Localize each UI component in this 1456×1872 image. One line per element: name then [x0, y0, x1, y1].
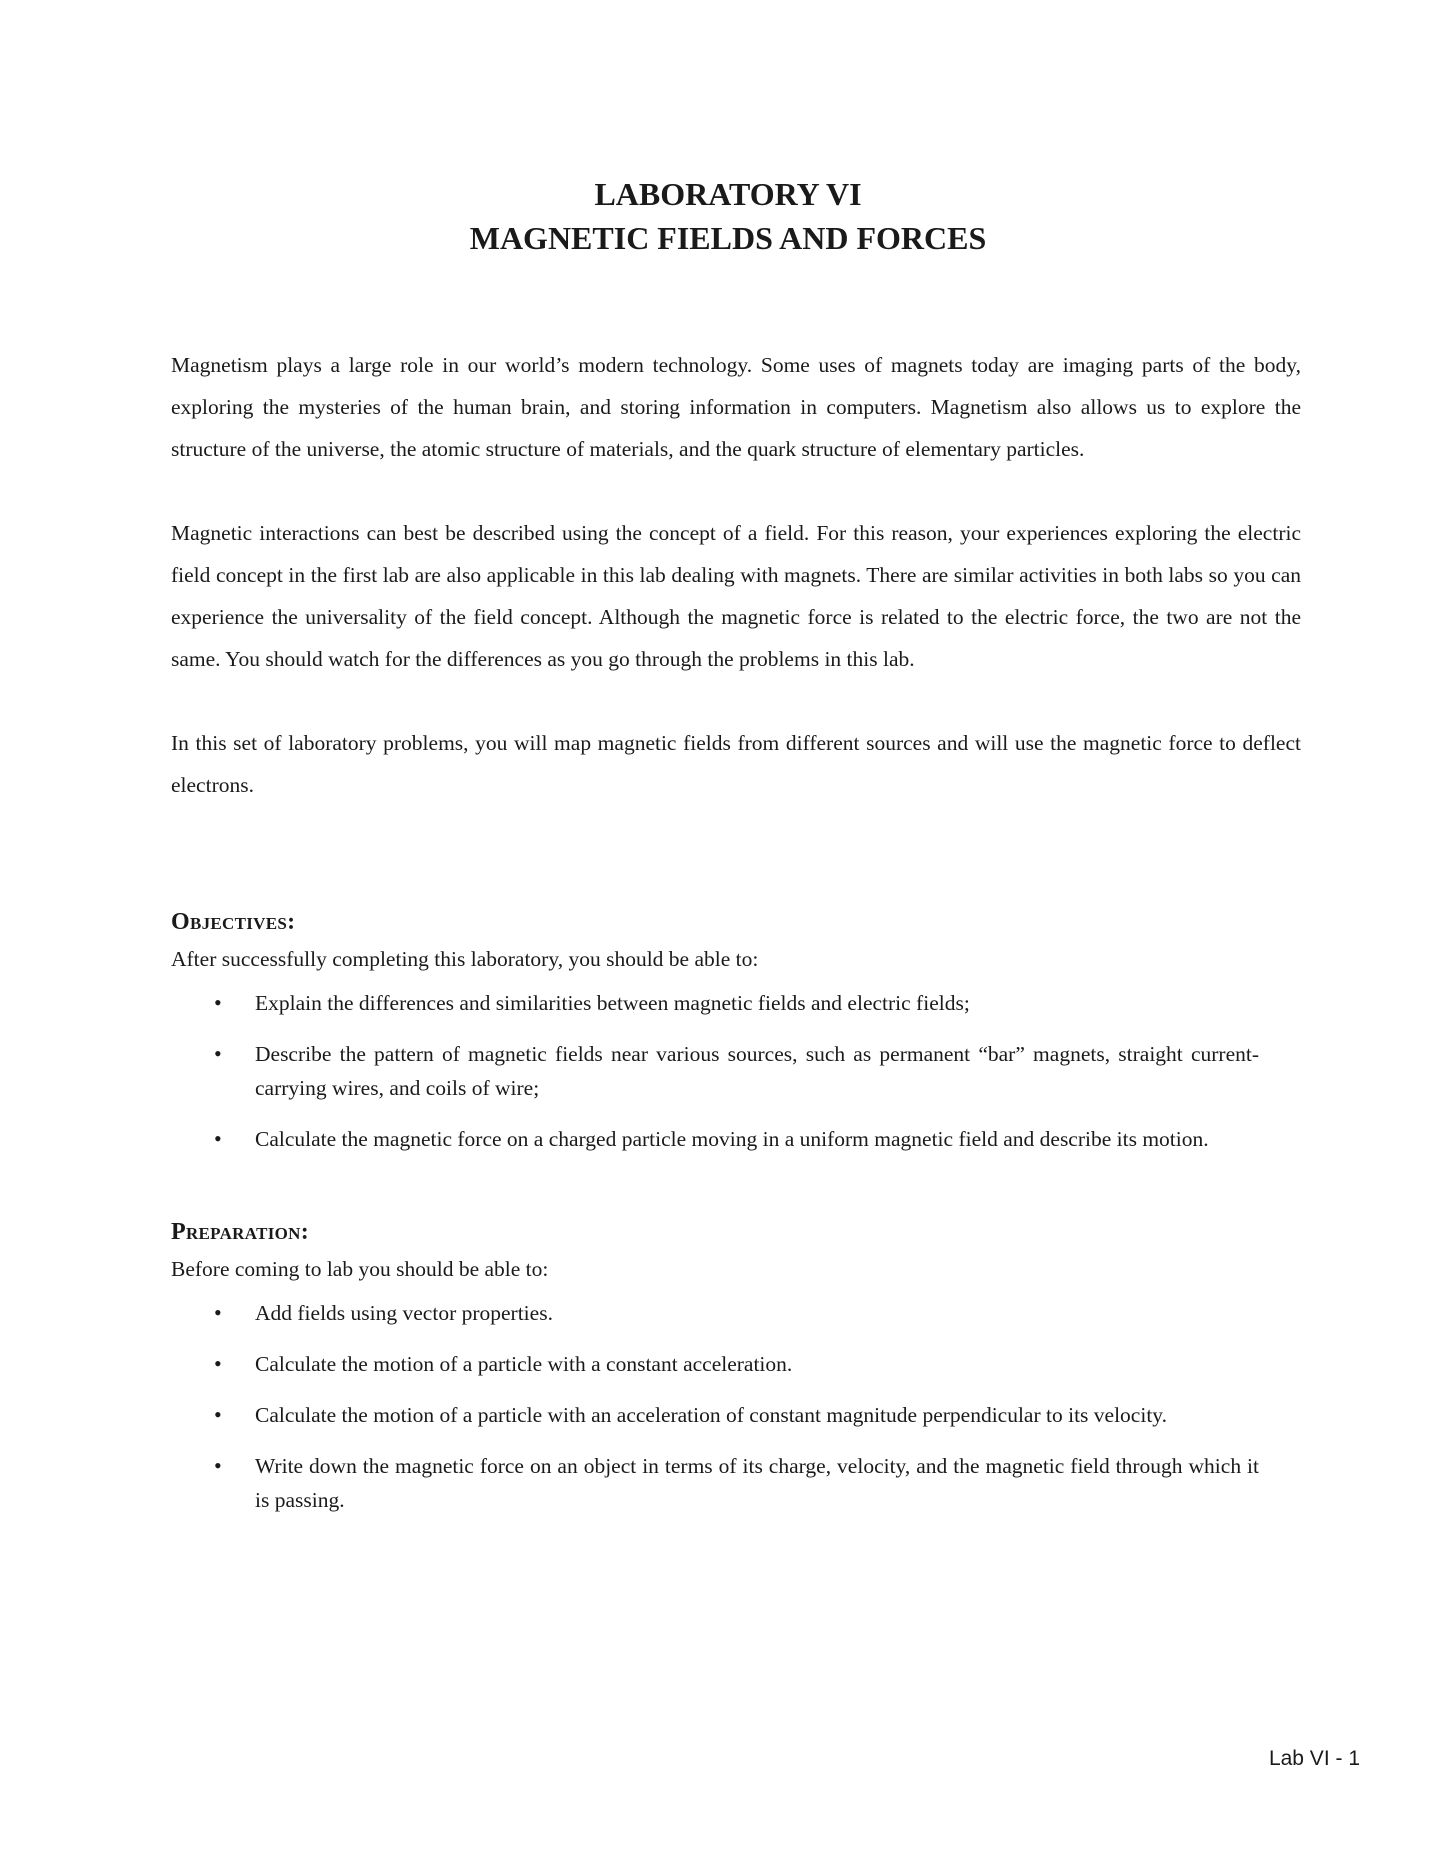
- objectives-heading: Objectives:: [171, 909, 296, 935]
- list-item: [171, 1037, 1301, 1105]
- title-line-2: MAGNETIC FIELDS AND FORCES: [469, 220, 987, 256]
- intro-paragraph-1: Magnetism plays a large role in our world’s modern technology. Some uses of magnets today are imaging parts of the body, exploring the mysteries of the human brain, and storing information in computers. Magnetism also allows us to explore the structure of the universe, the atomic structure of materials, and the quark structure of elementary particles.: [171, 353, 1301, 461]
- list-item-text: Explain the differences and similarities between magnetic fields and electric fields;: [255, 991, 970, 1015]
- list-item-text: Describe the pattern of magnetic fields near various sources, such as permanent “bar” magnets, straight current-carrying wires, and coils of wire;: [255, 1042, 1259, 1100]
- bullet-icon: •: [214, 1041, 222, 1066]
- list-item: [171, 1296, 1301, 1330]
- intro-paragraph-2: Magnetic interactions can best be described using the concept of a field. For this reason, your experiences exploring the electric field concept in the first lab are also applicable in this lab dealing with magnets. There are similar activities in both labs so you can experience the universality of the field concept. Although the magnetic force is related to the electric force, the two are not the same. You should watch for the differences as you go through the problems in this lab.: [171, 521, 1301, 671]
- list-item: [171, 1347, 1301, 1381]
- list-item-text: Calculate the motion of a particle with a constant acceleration.: [255, 1352, 793, 1376]
- bullet-icon: •: [214, 1300, 222, 1325]
- list-item-text: Write down the magnetic force on an object in terms of its charge, velocity, and the magnetic field through which it is passing.: [255, 1454, 1259, 1512]
- list-item-text: Calculate the magnetic force on a charged particle moving in a uniform magnetic field and describe its motion.: [255, 1127, 1209, 1151]
- list-item: [171, 1449, 1301, 1517]
- title-line-1: LABORATORY VI: [594, 176, 862, 212]
- objectives-intro: After successfully completing this laboratory, you should be able to:: [171, 947, 759, 971]
- bullet-icon: •: [214, 990, 222, 1015]
- intro-paragraph-3: In this set of laboratory problems, you will map magnetic fields from different sources and will use the magnetic force to deflect electrons.: [171, 731, 1301, 797]
- bullet-icon: •: [214, 1351, 222, 1376]
- list-item-text: Calculate the motion of a particle with an acceleration of constant magnitude perpendicular to its velocity.: [255, 1403, 1168, 1427]
- bullet-icon: •: [214, 1402, 222, 1427]
- page-number: Lab VI - 1: [1268, 1747, 1360, 1770]
- list-item: [171, 986, 1301, 1020]
- preparation-intro: Before coming to lab you should be able to:: [171, 1257, 549, 1281]
- list-item-text: Add fields using vector properties.: [255, 1301, 553, 1325]
- document-body: [171, 344, 1301, 1534]
- objectives-list: [171, 986, 1301, 1156]
- preparation-list: [171, 1296, 1301, 1517]
- page-title: [0, 172, 1456, 260]
- list-item: [171, 1122, 1301, 1156]
- preparation-heading: Preparation:: [171, 1219, 310, 1245]
- list-item: [171, 1398, 1301, 1432]
- bullet-icon: •: [214, 1453, 222, 1478]
- bullet-icon: •: [214, 1126, 222, 1151]
